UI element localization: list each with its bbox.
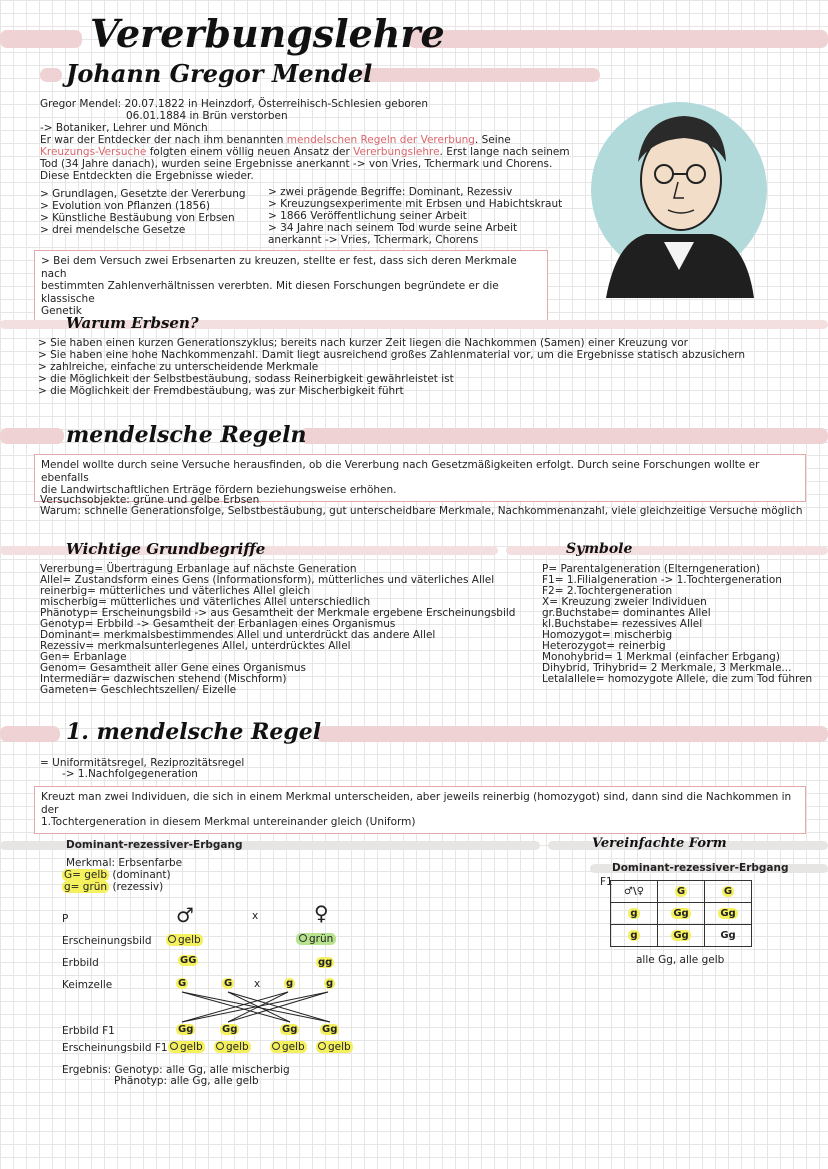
p-label: P [62,913,69,925]
erscheinungsbild-f1-label: Erscheinungsbild F1 [62,1042,168,1054]
cross-x: x [252,910,259,922]
vereinfacht-subheading: Dominant-rezessiver-Erbgang [612,862,789,874]
warum-item: > die Möglichkeit der Fremdbestäubung, was zur Mischerbigkeit führt [38,385,404,397]
punnett-square [610,880,752,947]
begriff: Genotyp= Erbbild -> Gesamtheit der Erbanlagen eines Organismus [40,618,396,630]
erscheinungsbild-label: Erscheinungsbild [62,935,152,947]
right-bullet: > 34 Jahre nach seinem Tod wurde seine Arbeit [268,222,518,234]
regel1-box: Kreuzt man zwei Individuen, die sich in einem Merkmal unterscheiden, aber jeweils reinerbig (homozygot) sind, dann sind die Nachkommen in der 1.Tochtergeneration in diesem Merkmal untereinander gleich (Uniform) [34,786,806,834]
f1-label: F1 [600,876,613,888]
regel1-line-2: -> 1.Nachfolgegeneration [62,768,198,780]
bio-line-2: 06.01.1884 in Brün verstorben [126,110,288,122]
begriff: Intermediär= dazwischen stehend (Mischform) [40,673,287,685]
right-bullet: anerkannt -> Vries, Tchermark, Chorens [268,234,479,246]
warum-item: > Sie haben eine hohe Nachkommenzahl. Damit liegt ausreichend großes Zahlenmaterial vor, um die Ergebnisse statisch abzusichern [38,349,746,361]
warum-item: > Sie haben einen kurzen Generationszyklus; bereits nach kurzer Zeit liegen die Nachkommen (Samen) einer Kreuzung vor [38,337,688,349]
ergebnis-genotyp: Ergebnis: Genotyp: alle Gg, alle mischerbig [62,1064,290,1076]
phaenotyp-gruen: grün [296,933,336,945]
f1-genotyp: Gg [282,1024,298,1035]
f1-phaenotyp: gelb [316,1041,353,1053]
symbol: P= Parentalgeneration (Elterngeneration) [542,563,761,575]
bio-paragraph-4: Diese Entdeckten die Ergebnisse wieder. [40,170,254,182]
f1-genotyp: Gg [178,1024,194,1035]
punnett-header: G [658,881,705,903]
male-icon: ♂ [176,903,194,927]
warum-item: > die Möglichkeit der Selbstbestäubung, sodass Reinerbigkeit gewährleistet ist [38,373,454,385]
cross-x: x [254,978,261,990]
begriff: Allel= Zustandsform eines Gens (Informationsform), mütterliches und väterliches Allel [40,574,495,586]
punnett-cell: Gg [658,903,705,925]
erbbild-label: Erbbild [62,957,99,969]
section-band [316,726,828,742]
ergebnis-phaenotyp: Phänotyp: alle Gg, alle gelb [114,1075,259,1087]
gamete-g: g [326,978,334,989]
page-subtitle: Johann Gregor Mendel [66,59,373,88]
genotyp-gg: gg [318,957,333,968]
section-band [300,428,828,444]
punnett-header: G [705,881,752,903]
f1-phaenotyp: gelb [168,1041,205,1053]
allel-gruen: g= grün (rezessiv) [64,881,164,893]
bio-paragraph-2: Kreuzungs-Versuche folgten einem völlig neuen Ansatz der Vererbungslehre. Erst lange nach seinem [40,146,570,158]
left-bullet: > Evolution von Pflanzen (1856) [40,200,210,212]
symbol: X= Kreuzung zweier Individuen [542,596,707,608]
regel1-line-1: = Uniformitätsregel, Reziprozitätsregel [40,757,245,769]
right-bullet: > Kreuzungsexperimente mit Erbsen und Habichtskraut [268,198,563,210]
cross-lines [170,990,350,1026]
f1-phaenotyp: gelb [214,1041,251,1053]
symbol: F1= 1.Filialgeneration -> 1.Tochtergeneration [542,574,782,586]
begriff: Gen= Erbanlage [40,651,127,663]
subtitle-band-right [360,68,600,82]
keimzelle-label: Keimzelle [62,979,113,991]
versuchs-warum: Warum: schnelle Generationsfolge, Selbstbestäubung, gut unterscheidbare Merkmale, Nachkommenanzahl, viele gleichzeitige Versuche möglich [40,505,803,517]
merkmal: Merkmal: Erbsenfarbe [66,857,183,869]
bio-line-1: Gregor Mendel: 20.07.1822 in Heinzdorf, Österreihisch-Schlesien geboren [40,98,428,110]
begriff: Rezessiv= merkmalsunterlegenes Allel, unterdrücktes Allel [40,640,351,652]
vereinfacht-result: alle Gg, alle gelb [636,954,725,966]
symbol: Homozygot= mischerbig [542,629,673,641]
regeln-box: Mendel wollte durch seine Versuche herausfinden, ob die Vererbung nach Gesetzmäßigkeiten erfolgt. Durch seine Forschungen wollte er ebenfalls die Landwirtschaftlichen Erträge fördern beziehungsweise erhöhen. [34,454,806,502]
regeln-heading: mendelsche Regeln [66,422,307,448]
section-band [506,546,828,555]
title-band-right [408,30,828,48]
f1-genotyp: Gg [322,1024,338,1035]
symbol: Heterozygot= reinerbig [542,640,666,652]
symbole-heading: Symbole [566,541,633,557]
gamete-G: G [224,978,233,989]
page-title: Vererbungslehre [90,11,445,56]
punnett-cell: Gg [705,903,752,925]
genotyp-GG: GG [180,955,197,966]
begriff: mischerbig= mütterliches und väterliches Allel unterschiedlich [40,596,371,608]
punnett-header: g [611,903,658,925]
info-box: > Bei dem Versuch zwei Erbsenarten zu kreuzen, stellte er fest, dass sich deren Merkmale nach bestimmten Zahlenverhältnissen vererbten. Mit diesen Forschungen begründete er die klassische Genetik [34,250,548,323]
begriff: Vererbung= Übertragung Erbanlage auf nächste Generation [40,563,357,575]
bio-paragraph-1: Er war der Entdecker der nach ihm benannten mendelschen Regeln der Vererbung. Seine [40,134,511,146]
left-bullet: > drei mendelsche Gesetze [40,224,186,236]
f1-genotyp: Gg [222,1024,238,1035]
symbol: F2= 2.Tochtergeneration [542,585,673,597]
section-band [0,726,60,742]
left-bullet: > Grundlagen, Gesetzte der Vererbung [40,188,246,200]
grundbegriffe-heading: Wichtige Grundbegriffe [66,540,266,558]
right-bullet: > zwei prägende Begriffe: Dominant, Rezessiv [268,186,513,198]
mendel-portrait-icon [586,92,772,298]
erbgang-heading: Dominant-rezessiver-Erbgang [66,839,243,851]
section-band [0,428,64,444]
punnett-cell: Gg [658,925,705,947]
subtitle-band-left [40,68,62,82]
title-band-left [0,30,82,48]
phaenotyp-gelb: gelb [166,934,203,946]
f1-phaenotyp: gelb [270,1041,307,1053]
punnett-header: g [611,925,658,947]
begriff: Dominant= merkmalsbestimmendes Allel und unterdrückt das andere Allel [40,629,436,641]
punnett-cell: Gg [705,925,752,947]
gamete-G: G [178,978,187,989]
warum-item: > zahlreiche, einfache zu unterscheidende Merkmale [38,361,319,373]
right-bullet: > 1866 Veröffentlichung seiner Arbeit [268,210,467,222]
symbol: gr.Buchstabe= dominantes Allel [542,607,711,619]
begriff: Gameten= Geschlechtszellen/ Eizelle [40,684,237,696]
left-bullet: > Künstliche Bestäubung von Erbsen [40,212,235,224]
regel1-heading: 1. mendelsche Regel [66,719,322,745]
symbol: Monohybrid= 1 Merkmal (einfacher Erbgang) [542,651,780,663]
bio-paragraph-3: Tod (34 Jahre danach), wurden seine Ergebnisse anerkannt -> von Vries, Tchermark und Chorens. [40,158,553,170]
begriff: Phänotyp= Erscheinungsbild -> aus Gesamtheit der Merkmale ergebene Erscheinungsbild [40,607,516,619]
gamete-g: g [286,978,294,989]
begriff: reinerbig= mütterliches und väterliches Allel gleich [40,585,311,597]
symbol: kl.Buchstabe= rezessives Allel [542,618,703,630]
female-icon: ♀ [314,901,329,925]
begriff: Genom= Gesamtheit aller Gene eines Organismus [40,662,306,674]
erbbild-f1-label: Erbbild F1 [62,1025,115,1037]
versuchsobjekte: Versuchsobjekte: grüne und gelbe Erbsen [40,494,260,506]
bio-line-3: -> Botaniker, Lehrer und Mönch [40,122,208,134]
allel-gelb: G= gelb (dominant) [64,869,171,881]
symbol: Dihybrid, Trihybrid= 2 Merkmale, 3 Merkmale... [542,662,792,674]
vereinfacht-heading: Vereinfachte Form [592,836,727,851]
warum-heading: Warum Erbsen? [66,314,199,332]
symbol: Letalallele= homozygote Allele, die zum Tod führen [542,673,813,685]
punnett-corner: ♂\♀ [611,881,658,903]
